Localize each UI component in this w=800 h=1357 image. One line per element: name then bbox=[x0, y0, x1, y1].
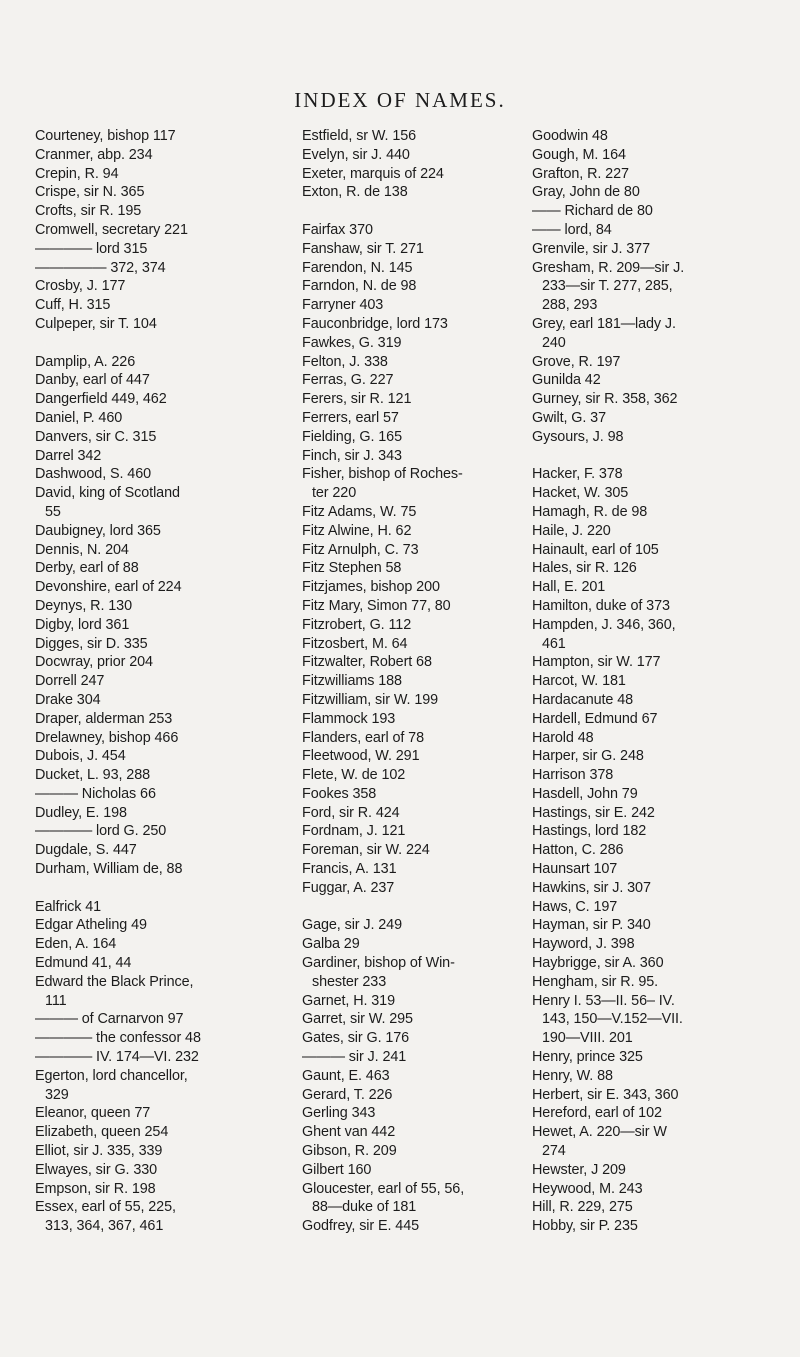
index-entry: ———— lord G. 250 bbox=[35, 823, 167, 840]
index-entry: Ealfrick 41 bbox=[35, 898, 102, 915]
index-entry: Felton, J. 338 bbox=[302, 353, 388, 370]
index-entry: Gaunt, E. 463 bbox=[302, 1067, 390, 1084]
index-entry: Danby, earl of 447 bbox=[35, 372, 150, 389]
index-entry: Farryner 403 bbox=[302, 297, 384, 314]
index-entry: Gilbert 160 bbox=[302, 1161, 372, 1178]
index-entry: Gunilda 42 bbox=[532, 372, 601, 389]
index-entry: Fauconbridge, lord 173 bbox=[302, 315, 448, 332]
index-entry: Hastings, sir E. 242 bbox=[532, 804, 655, 821]
index-entry: Harcot, W. 181 bbox=[532, 673, 626, 690]
index-entry: Grenvile, sir J. 377 bbox=[532, 240, 650, 257]
index-entry: Fairfax 370 bbox=[302, 221, 373, 238]
index-column-3 bbox=[532, 127, 794, 1236]
index-entry: —— lord, 84 bbox=[532, 221, 612, 238]
index-entry: Harper, sir G. 248 bbox=[532, 748, 644, 765]
index-entry: Gwilt, G. 37 bbox=[532, 409, 606, 426]
index-entry: Estfield, sr W. 156 bbox=[302, 128, 417, 144]
index-entry: Ford, sir R. 424 bbox=[302, 804, 400, 821]
index-entry: Eden, A. 164 bbox=[35, 936, 117, 953]
index-entry: Dubois, J. 454 bbox=[35, 748, 126, 765]
letter-gap bbox=[35, 334, 297, 353]
index-entry: Elwayes, sir G. 330 bbox=[35, 1161, 158, 1178]
index-entry: Gresham, R. 209—sir J. bbox=[532, 259, 685, 276]
index-entry: Gough, M. 164 bbox=[532, 146, 626, 163]
index-entry: Hardacanute 48 bbox=[532, 691, 634, 708]
index-entry: Flete, W. de 102 bbox=[302, 767, 406, 784]
index-entry: Fitz Mary, Simon 77, 80 bbox=[302, 597, 451, 614]
index-entry: Fitz Alwine, H. 62 bbox=[302, 522, 412, 539]
index-entry: Gibson, R. 209 bbox=[302, 1143, 397, 1160]
index-entry: Empson, sir R. 198 bbox=[35, 1180, 156, 1197]
index-entry: Gloucester, earl of 55, 56, bbox=[302, 1180, 465, 1197]
index-entry: ——— Nicholas 66 bbox=[35, 785, 156, 802]
index-entry: Hacker, F. 378 bbox=[532, 466, 623, 483]
index-entry: Damplip, A. 226 bbox=[35, 353, 136, 370]
letter-gap bbox=[302, 898, 525, 917]
index-entry: Grey, earl 181—lady J. bbox=[532, 315, 676, 332]
index-entry: Egerton, lord chancellor, bbox=[35, 1067, 188, 1084]
index-entry: 111 bbox=[45, 992, 67, 1009]
index-entry: Heywood, M. 243 bbox=[532, 1180, 643, 1197]
index-entry: Draper, alderman 253 bbox=[35, 710, 173, 727]
index-entry: Elliot, sir J. 335, 339 bbox=[35, 1143, 163, 1160]
letter-gap bbox=[302, 202, 525, 221]
index-entry: Dennis, N. 204 bbox=[35, 541, 129, 558]
index-entry: Exeter, marquis of 224 bbox=[302, 165, 444, 182]
index-entry: ———— IV. 174—VI. 232 bbox=[35, 1049, 199, 1066]
index-entry: —— Richard de 80 bbox=[532, 203, 653, 220]
index-entry: 88—duke of 181 bbox=[312, 1199, 417, 1216]
index-entry: Gage, sir J. 249 bbox=[302, 917, 402, 934]
index-entry: Crispe, sir N. 365 bbox=[35, 184, 145, 201]
index-entry: Hamagh, R. de 98 bbox=[532, 503, 648, 520]
index-entry: David, king of Scotland bbox=[35, 485, 180, 502]
index-entry: Farendon, N. 145 bbox=[302, 259, 413, 276]
index-entry: Hasdell, John 79 bbox=[532, 785, 638, 802]
index-entry: ———— the confessor 48 bbox=[35, 1030, 201, 1047]
index-entry: Henry, W. 88 bbox=[532, 1067, 613, 1084]
index-entry: Danvers, sir C. 315 bbox=[35, 428, 157, 445]
index-entry: Hainault, earl of 105 bbox=[532, 541, 659, 558]
index-entry: Hayman, sir P. 340 bbox=[532, 917, 651, 934]
index-entry: Edmund 41, 44 bbox=[35, 955, 132, 972]
index-entry: Hewet, A. 220—sir W bbox=[532, 1124, 667, 1141]
index-entry: Dashwood, S. 460 bbox=[35, 466, 151, 483]
index-entry: Derby, earl of 88 bbox=[35, 560, 139, 577]
index-entry: Hengham, sir R. 95. bbox=[532, 973, 659, 990]
index-entry: Eleanor, queen 77 bbox=[35, 1105, 151, 1122]
index-entry: Godfrey, sir E. 445 bbox=[302, 1218, 420, 1235]
index-entry: Fitz Arnulph, C. 73 bbox=[302, 541, 419, 558]
index-entry: Garnet, H. 319 bbox=[302, 992, 395, 1009]
index-entry: 233—sir T. 277, 285, bbox=[542, 278, 673, 295]
index-entry: Hatton, C. 286 bbox=[532, 842, 624, 859]
index-entry: Hereford, earl of 102 bbox=[532, 1105, 662, 1122]
index-entry: Dugdale, S. 447 bbox=[35, 842, 137, 859]
index-entry: Hobby, sir P. 235 bbox=[532, 1218, 638, 1235]
index-entry: Devonshire, earl of 224 bbox=[35, 579, 182, 596]
index-entry: ter 220 bbox=[312, 485, 357, 502]
index-entry: Harold 48 bbox=[532, 729, 594, 746]
index-entry: Ferers, sir R. 121 bbox=[302, 391, 412, 408]
index-entry: Harrison 378 bbox=[532, 767, 614, 784]
index-entry: ————— 372, 374 bbox=[35, 259, 166, 276]
index-entry: Digges, sir D. 335 bbox=[35, 635, 148, 652]
index-entry: Hales, sir R. 126 bbox=[532, 560, 637, 577]
index-entry: Fielding, G. 165 bbox=[302, 428, 402, 445]
index-entry: 329 bbox=[45, 1086, 69, 1103]
index-entry: 313, 364, 367, 461 bbox=[45, 1218, 164, 1235]
index-column-2 bbox=[302, 127, 525, 1236]
index-entry: Ferras, G. 227 bbox=[302, 372, 394, 389]
index-entry: 240 bbox=[542, 334, 566, 351]
index-entry: Grafton, R. 227 bbox=[532, 165, 629, 182]
index-entry: Gerard, T. 226 bbox=[302, 1086, 393, 1103]
index-entry: Daubigney, lord 365 bbox=[35, 522, 161, 539]
index-entry: Goodwin 48 bbox=[532, 128, 608, 144]
index-entry: Ferrers, earl 57 bbox=[302, 409, 399, 426]
index-entry: 274 bbox=[542, 1143, 566, 1160]
index-entry: Culpeper, sir T. 104 bbox=[35, 315, 157, 332]
index-entry: Fitzosbert, M. 64 bbox=[302, 635, 408, 652]
index-entry: Flanders, earl of 78 bbox=[302, 729, 424, 746]
index-entry: Fawkes, G. 319 bbox=[302, 334, 402, 351]
index-entry: Drake 304 bbox=[35, 691, 101, 708]
index-entry: Hill, R. 229, 275 bbox=[532, 1199, 633, 1216]
index-entry: Henry, prince 325 bbox=[532, 1049, 643, 1066]
index-entry: Henry I. 53—II. 56– IV. bbox=[532, 992, 675, 1009]
index-entry: Dudley, E. 198 bbox=[35, 804, 127, 821]
index-entry: Crosby, J. 177 bbox=[35, 278, 126, 295]
index-entry: Drelawney, bishop 466 bbox=[35, 729, 179, 746]
index-entry: Hawkins, sir J. 307 bbox=[532, 879, 651, 896]
index-entry: Haunsart 107 bbox=[532, 861, 618, 878]
index-entry: Essex, earl of 55, 225, bbox=[35, 1199, 176, 1216]
index-entry: Flammock 193 bbox=[302, 710, 396, 727]
index-entry: Crofts, sir R. 195 bbox=[35, 203, 142, 220]
index-entry: Fisher, bishop of Roches- bbox=[302, 466, 463, 483]
index-entry: Cuff, H. 315 bbox=[35, 297, 111, 314]
index-entry: Grove, R. 197 bbox=[532, 353, 621, 370]
index-entry: Fitz Stephen 58 bbox=[302, 560, 402, 577]
index-entry: Gurney, sir R. 358, 362 bbox=[532, 391, 678, 408]
index-entry: ——— of Carnarvon 97 bbox=[35, 1011, 184, 1028]
index-entry: Daniel, P. 460 bbox=[35, 409, 123, 426]
index-entry: Fleetwood, W. 291 bbox=[302, 748, 420, 765]
letter-gap bbox=[35, 879, 297, 898]
index-entry: Durham, William de, 88 bbox=[35, 861, 183, 878]
index-entry: Hamilton, duke of 373 bbox=[532, 597, 670, 614]
index-entry: Foreman, sir W. 224 bbox=[302, 842, 430, 859]
index-entry: Gysours, J. 98 bbox=[532, 428, 624, 445]
index-entry: Ducket, L. 93, 288 bbox=[35, 767, 150, 784]
index-entry: Hardell, Edmund 67 bbox=[532, 710, 658, 727]
index-entry: Edgar Atheling 49 bbox=[35, 917, 147, 934]
index-entry: Fitz Adams, W. 75 bbox=[302, 503, 417, 520]
index-entry: Fitzwalter, Robert 68 bbox=[302, 654, 432, 671]
index-entry: Crepin, R. 94 bbox=[35, 165, 119, 182]
index-entry: Hacket, W. 305 bbox=[532, 485, 629, 502]
index-entry: 143, 150—V.152—VII. bbox=[542, 1011, 683, 1028]
index-entry: 55 bbox=[45, 503, 61, 520]
index-entry: Haile, J. 220 bbox=[532, 522, 611, 539]
index-entry: Cromwell, secretary 221 bbox=[35, 221, 188, 238]
index-entry: Fuggar, A. 237 bbox=[302, 879, 395, 896]
index-entry: Hampden, J. 346, 360, bbox=[532, 616, 676, 633]
index-entry: Fitzrobert, G. 112 bbox=[302, 616, 412, 633]
index-entry: Galba 29 bbox=[302, 936, 360, 953]
index-entry: Cranmer, abp. 234 bbox=[35, 146, 153, 163]
index-entry: Herbert, sir E. 343, 360 bbox=[532, 1086, 679, 1103]
index-entry: Dorrell 247 bbox=[35, 673, 105, 690]
index-entry: Francis, A. 131 bbox=[302, 861, 397, 878]
index-entry: Farndon, N. de 98 bbox=[302, 278, 417, 295]
index-entry: Exton, R. de 138 bbox=[302, 184, 408, 201]
index-entry: Hayword, J. 398 bbox=[532, 936, 635, 953]
index-entry: Garret, sir W. 295 bbox=[302, 1011, 413, 1028]
index-entry: Gray, John de 80 bbox=[532, 184, 640, 201]
index-entry: 190—VIII. 201 bbox=[542, 1030, 633, 1047]
index-entry: shester 233 bbox=[312, 973, 387, 990]
index-entry: Fitzwilliam, sir W. 199 bbox=[302, 691, 439, 708]
index-entry: 461 bbox=[542, 635, 566, 652]
index-column-1 bbox=[35, 127, 297, 1236]
index-entry: Ghent van 442 bbox=[302, 1124, 396, 1141]
letter-gap bbox=[532, 447, 794, 466]
index-entry: Courteney, bishop 117 bbox=[35, 128, 176, 144]
index-entry: Hastings, lord 182 bbox=[532, 823, 647, 840]
index-entry: Gardiner, bishop of Win- bbox=[302, 955, 455, 972]
index-entry: Finch, sir J. 343 bbox=[302, 447, 402, 464]
index-entry: Fanshaw, sir T. 271 bbox=[302, 240, 424, 257]
index-entry: Fordnam, J. 121 bbox=[302, 823, 406, 840]
index-entry: Gerling 343 bbox=[302, 1105, 376, 1122]
index-entry: ———— lord 315 bbox=[35, 240, 148, 257]
index-entry: Digby, lord 361 bbox=[35, 616, 130, 633]
index-entry: Docwray, prior 204 bbox=[35, 654, 153, 671]
index-entry: Edward the Black Prince, bbox=[35, 973, 194, 990]
index-entry: Gates, sir G. 176 bbox=[302, 1030, 410, 1047]
index-entry: Fookes 358 bbox=[302, 785, 377, 802]
index-entry: Deynys, R. 130 bbox=[35, 597, 132, 614]
index-entry: Haybrigge, sir A. 360 bbox=[532, 955, 664, 972]
index-entry: Elizabeth, queen 254 bbox=[35, 1124, 169, 1141]
index-entry: Fitzjames, bishop 200 bbox=[302, 579, 440, 596]
index-entry: Darrel 342 bbox=[35, 447, 102, 464]
index-entry: Hall, E. 201 bbox=[532, 579, 606, 596]
index-entry: 288, 293 bbox=[542, 297, 598, 314]
index-entry: ——— sir J. 241 bbox=[302, 1049, 407, 1066]
index-entry: Hampton, sir W. 177 bbox=[532, 654, 661, 671]
index-entry: Evelyn, sir J. 440 bbox=[302, 146, 410, 163]
index-entry: Haws, C. 197 bbox=[532, 898, 618, 915]
index-entry: Hewster, J 209 bbox=[532, 1161, 626, 1178]
index-entry: Fitzwilliams 188 bbox=[302, 673, 402, 690]
page-title: INDEX OF NAMES. bbox=[294, 88, 506, 112]
index-entry: Dangerfield 449, 462 bbox=[35, 391, 167, 408]
